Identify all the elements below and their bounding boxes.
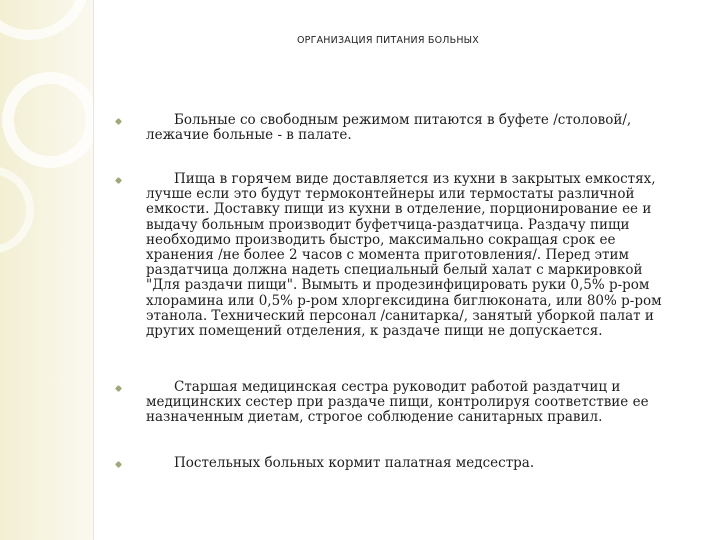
list-item-text: Больные со свободным режимом питаются в буфете /столовой/, лежачие больные - в палате. bbox=[146, 112, 632, 144]
bullet-icon bbox=[115, 118, 122, 125]
bullet-icon bbox=[115, 461, 122, 468]
decorative-side-panel bbox=[0, 0, 93, 540]
list-item-text: Пища в горячем виде доставляется из кухни в закрытых емкостях, лучше если это будут термоконтейнеры или термостаты различной емкости. Доставку пищи из кухни в отделение, порционирование ее и выдачу больным производит буфетчица-раздатчица. Раздачу пищи необходимо производить быстро, максимально сокращая срок ее хранения /не более 2 часов с момента приготовления/. Перед этим раздатчица должна надеть специальный белый халат с маркировкой "Для раздачи пищи". Вымыть и продезинфицировать руки 0,5% р-ром хлорамина или 0,5% р-ром хлоргексидина биглюконата, или 80% р-ром этанола. Технический персонал /санитарка/, занятый уборкой палат и других помещений отделения, к раздаче пищи не допускается. bbox=[146, 171, 662, 340]
bullet-icon bbox=[115, 385, 122, 392]
slide-title: ОРГАНИЗАЦИЯ ПИТАНИЯ БОЛЬНЫХ bbox=[297, 35, 479, 46]
panel-divider bbox=[93, 0, 94, 540]
decorative-circles bbox=[0, 0, 93, 540]
list-item-text: Постельных больных кормит палатная медсестра. bbox=[174, 455, 535, 471]
bullet-icon bbox=[115, 177, 122, 184]
list-item-text: Старшая медицинская сестра руководит работой раздатчиц и медицинских сестер при раздаче пищи, контролируя соответствие ее назначенным диетам, строгое соблюдение санитарных правил. bbox=[146, 379, 649, 426]
